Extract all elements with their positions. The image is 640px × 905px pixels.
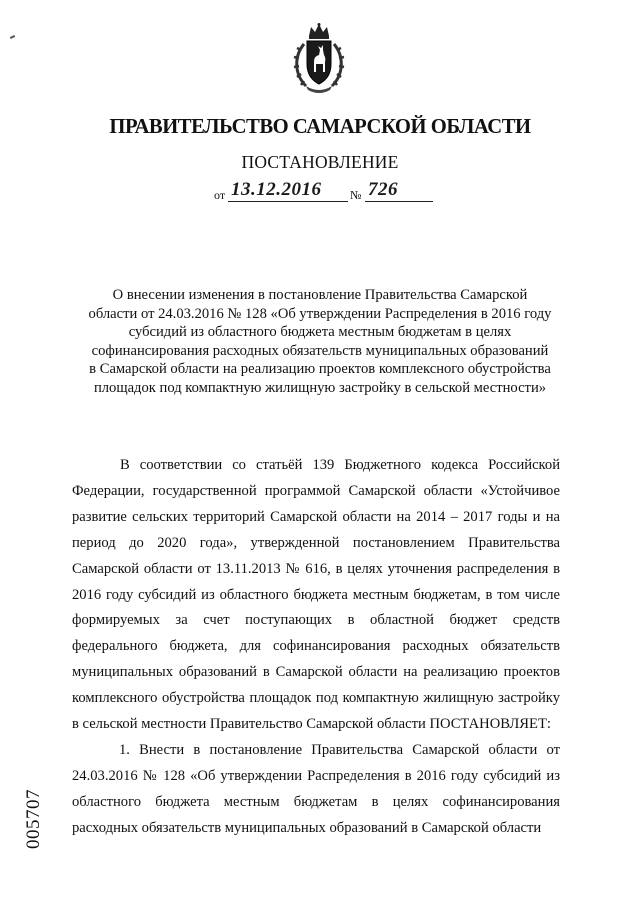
number-prefix: № (350, 188, 362, 202)
subject-line: площадок под компактную жилищную застройку в сельской местности» (93, 379, 547, 396)
subject-line: субсидий из областного бюджета местным бюджетам в целях (128, 324, 512, 341)
subject-line: О внесении изменения в постановление Правительства Самарской (112, 287, 528, 303)
samara-region-coat-of-arms-icon (290, 22, 348, 96)
item-1-paragraph: 1. Внести в постановление Правительства Самарской области от 24.03.2016 № 128 «Об утверждении Распределения в 2016 году субсидий из областного бюджета местным бюджетам в целях софинансирования расходных обязательств муниципальных образований в Самарской области (72, 741, 560, 836)
document-type: ПОСТАНОВЛЕНИЕ (241, 152, 399, 172)
scan-mark (10, 35, 15, 39)
resolution-subject (60, 286, 580, 398)
subject-line: софинансирования расходных обязательств муниципальных образований (91, 342, 549, 359)
handwritten-date: 13.12.2016 (231, 179, 322, 200)
serial-number-text: 005707 (23, 789, 44, 849)
date-prefix: от (214, 188, 226, 202)
government-title: ПРАВИТЕЛЬСТВО САМАРСКОЙ ОБЛАСТИ (109, 114, 531, 138)
handwritten-number: 726 (368, 179, 398, 200)
preamble-paragraph: В соответствии со статьёй 139 Бюджетного кодекса Российской Федерации, государственной программой Самарской области «Устойчивое развитие сельских территорий Самарской области на 2014 – 2017 годы и на период до 2020 года», утвержденной постановлением Правительства Самарской области от 13.11.2013 № 616, в целях уточнения распределения в 2016 году субсидий из областного бюджета местным бюджетам, в том числе формируемых за счет поступающих в областной бюджет средств федерального бюджета, для софинансирования расходных обязательств муниципальных образований в Самарской области на реализацию проектов комплексного обустройства площадок под компактную жилищную застройку в сельской местности Правительство Самарской области ПОСТАНОВЛЯЕТ: (72, 457, 560, 733)
resolution-body (72, 453, 560, 842)
margin-serial-number (14, 770, 54, 870)
subject-line: в Самарской области на реализацию проектов комплексного обустройства (89, 361, 551, 378)
subject-line: области от 24.03.2016 № 128 «Об утверждении Распределения в 2016 году (88, 305, 552, 322)
date-number-line (214, 181, 444, 205)
